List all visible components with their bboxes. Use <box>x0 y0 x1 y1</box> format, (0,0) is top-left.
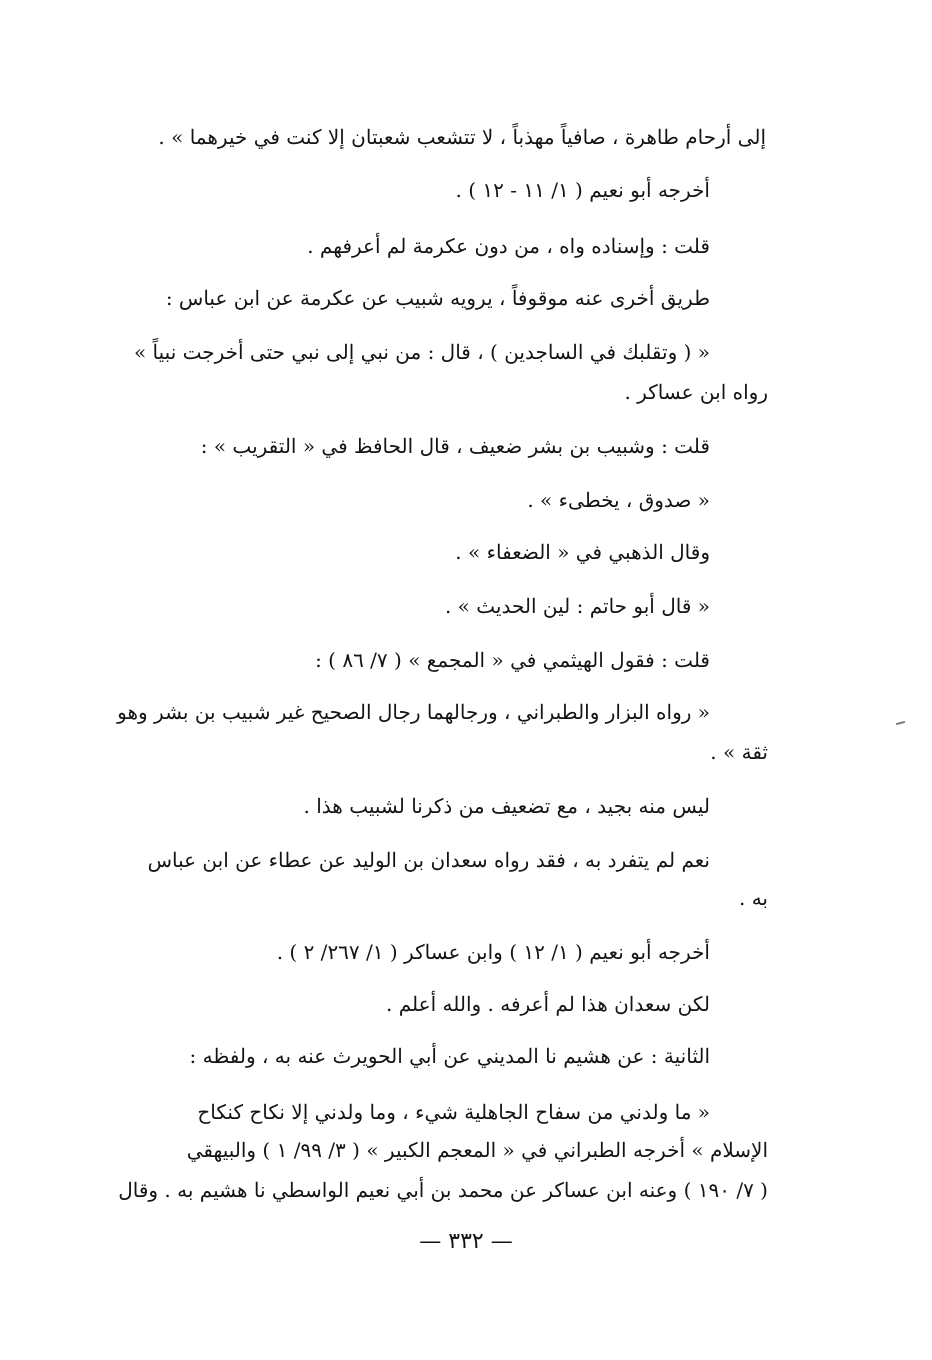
text-line: طريق أخرى عنه موقوفاً ، يرويه شبيب عن عكرمة عن ابن عباس : <box>165 286 710 310</box>
text-line: قلت : فقول الهيثمي في « المجمع » ( ٧/ ٨٦ ) : <box>315 648 710 672</box>
text-line: « رواه البزار والطبراني ، ورجالهما رجال الصحيح غير شبيب بن بشر وهو <box>117 700 710 724</box>
text-line: ( ٧/ ١٩٠ ) وعنه ابن عساكر عن محمد بن أبي نعيم الواسطي نا هشيم به . وقال <box>118 1178 768 1202</box>
text-line: قلت : وإسناده واه ، من دون عكرمة لم أعرفهم . <box>307 234 710 258</box>
text-line: « قال أبو حاتم : لين الحديث » . <box>444 594 710 618</box>
text-line: أخرجه أبو نعيم ( ١/ ١٢ ) وابن عساكر ( ١/ ٢٦٧/ ٢ ) . <box>276 940 710 964</box>
text-line: ثقة » . <box>710 740 768 764</box>
scan-mark <box>896 721 905 725</box>
text-line: به . <box>738 886 768 910</box>
text-line: « صدوق ، يخطىء » . <box>527 488 710 512</box>
page-number: — ٣٣٢ — <box>419 1229 513 1254</box>
text-line: الثانية : عن هشيم نا المديني عن أبي الحويرث عنه به ، ولفظه : <box>189 1044 710 1068</box>
text-line: ليس منه بجيد ، مع تضعيف من ذكرنا لشبيب هذا . <box>303 794 710 818</box>
text-line: رواه ابن عساكر . <box>624 380 768 404</box>
text-line: قلت : وشبيب بن بشر ضعيف ، قال الحافظ في « التقريب » : <box>200 434 710 458</box>
text-line: أخرجه أبو نعيم ( ١/ ١١ - ١٢ ) . <box>455 178 710 202</box>
text-line: نعم لم يتفرد به ، فقد رواه سعدان بن الوليد عن عطاء عن ابن عباس <box>147 848 710 872</box>
text-line: « ما ولدني من سفاح الجاهلية شيء ، وما ولدني إلا نكاح كنكاح <box>197 1100 710 1124</box>
text-line: الإسلام » أخرجه الطبراني في « المعجم الكبير » ( ٣/ ٩٩/ ١ ) والبيهقي <box>186 1138 768 1162</box>
text-line: « ( وتقلبك في الساجدين ) ، قال : من نبي إلى نبي حتى أخرجت نبياً » <box>133 340 710 364</box>
text-line: وقال الذهبي في « الضعفاء » . <box>455 540 710 564</box>
text-line: إلى أرحام طاهرة ، صافياً مهذباً ، لا تتشعب شعبتان إلا كنت في خيرهما » . <box>158 125 766 149</box>
text-line: لكن سعدان هذا لم أعرفه . والله أعلم . <box>386 992 710 1016</box>
